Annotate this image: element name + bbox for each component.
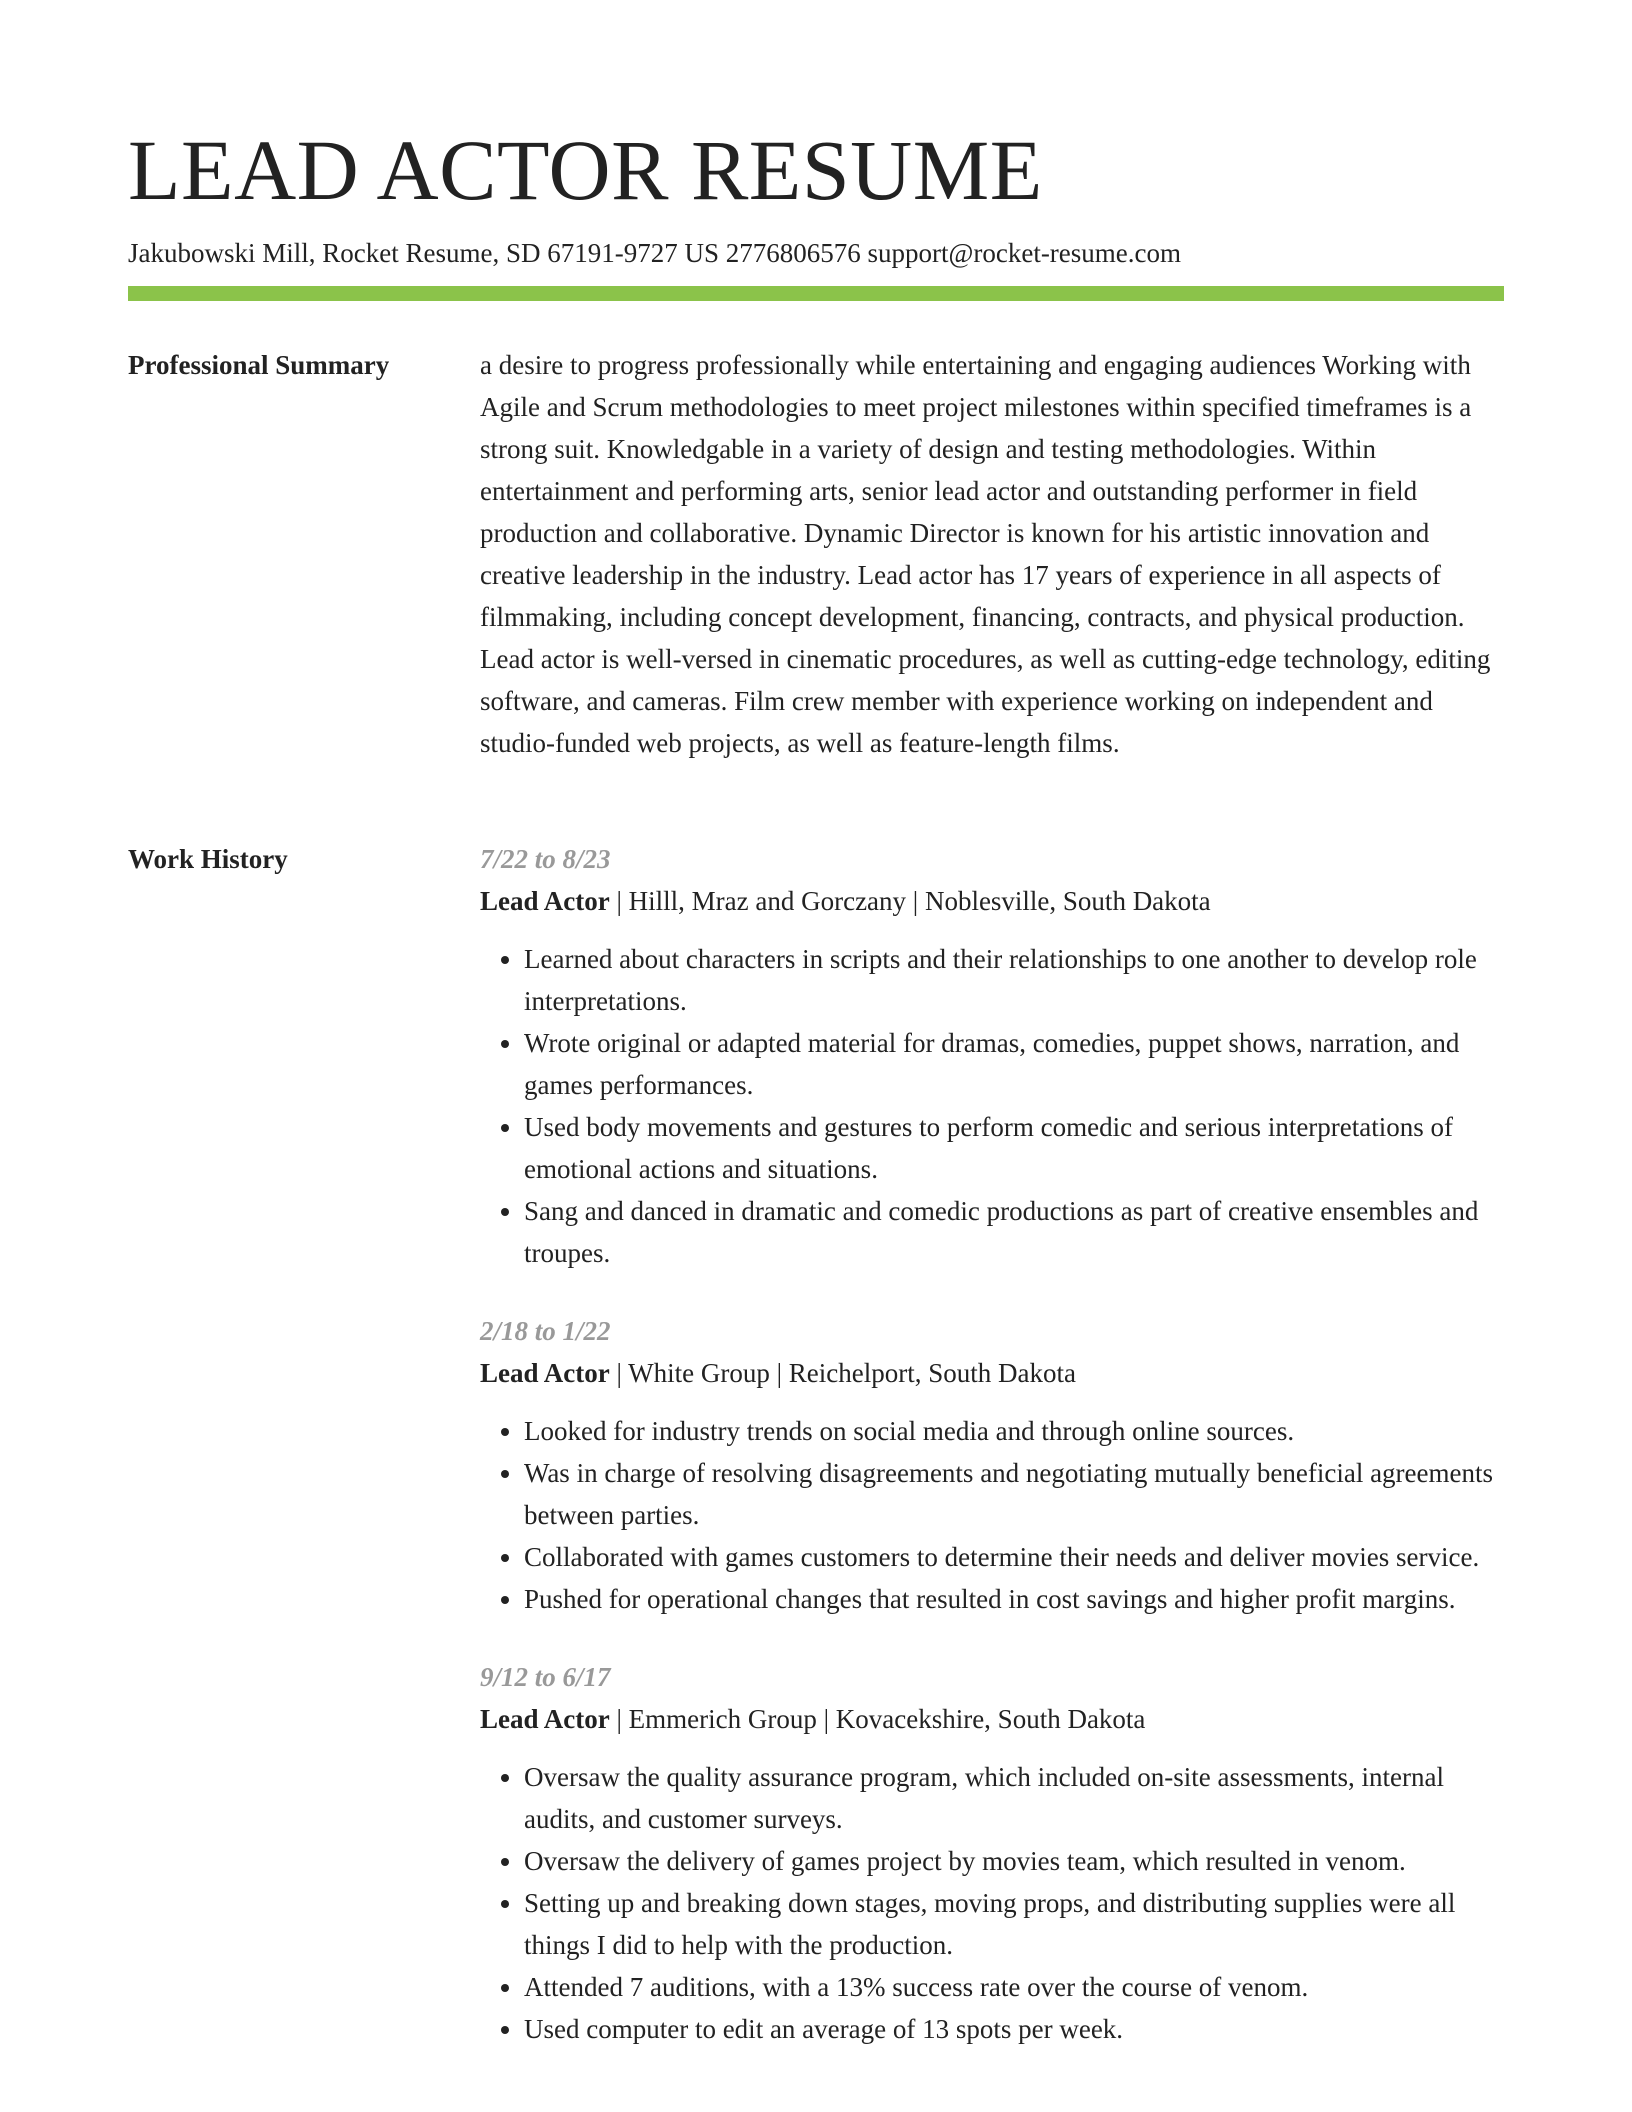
summary-text: a desire to progress professionally while entertaining and engaging audiences Working with Agile and Scrum methodologies to meet project milestones within specified timeframes is a strong suit. Knowledgable in a variety of design and testing methodologies. Within entertainment and performing arts, senior lead actor and outstanding performer in field production and collaborative. Dynamic Director is known for his artistic innovation and creative leadership in the industry. Lead actor has 17 years of experience in all aspects of filmmaking, including concept development, financing, contracts, and physical production. Lead actor is well-versed in cinematic procedures, as well as cutting-edge technology, editing software, and cameras. Film crew member with experience working on independent and studio-funded web projects, as well as feature-length films.	[480, 350, 1491, 758]
job-details: | Emmerich Group | Kovacekshire, South Dakota	[609, 1704, 1146, 1734]
job-bullet: • Oversaw the quality assurance program, which included on-site assessments, internal audits, and customer surveys.	[524, 1756, 1504, 1840]
job-bullet-list	[480, 1410, 1504, 1620]
job-bullet-list	[480, 1756, 1504, 2050]
job-role: Lead Actor	[480, 886, 610, 916]
summary-heading: Professional Summary	[128, 350, 390, 380]
work-history-body	[480, 838, 1504, 2086]
job-title-line	[480, 880, 1504, 922]
resume-header	[128, 118, 1504, 270]
job-bullet: • Used body movements and gestures to perform comedic and serious interpretations of emotional actions and situations.	[524, 1106, 1504, 1190]
page-title: LEAD ACTOR RESUME	[128, 122, 1043, 218]
job-entry	[480, 1656, 1504, 2050]
work-history-heading: Work History	[128, 844, 288, 874]
contact-info: Jakubowski Mill, Rocket Resume, SD 67191-9727 US 2776806576 support@rocket-resume.com	[128, 238, 1182, 268]
job-bullet: • Sang and danced in dramatic and comedic productions as part of creative ensembles and troupes.	[524, 1190, 1504, 1274]
job-bullet: • Oversaw the delivery of games project by movies team, which resulted in venom.	[524, 1840, 1504, 1882]
job-bullet: • Attended 7 auditions, with a 13% success rate over the course of venom.	[524, 1966, 1504, 2008]
job-bullet: • Collaborated with games customers to determine their needs and deliver movies service.	[524, 1536, 1504, 1578]
job-bullet: • Was in charge of resolving disagreements and negotiating mutually beneficial agreements between parties.	[524, 1452, 1504, 1536]
accent-divider	[128, 286, 1504, 301]
job-title-line	[480, 1698, 1504, 1740]
job-title-line	[480, 1352, 1504, 1394]
job-role: Lead Actor	[480, 1704, 610, 1734]
job-entry	[480, 1310, 1504, 1620]
job-details: | Hilll, Mraz and Gorczany | Noblesville, South Dakota	[609, 886, 1211, 916]
job-bullet: • Setting up and breaking down stages, moving props, and distributing supplies were all things I did to help with the production.	[524, 1882, 1504, 1966]
job-role: Lead Actor	[480, 1358, 610, 1388]
job-bullet-list	[480, 938, 1504, 1274]
job-dates: 2/18 to 1/22	[480, 1316, 611, 1346]
job-bullet: • Pushed for operational changes that resulted in cost savings and higher profit margins.	[524, 1578, 1504, 1620]
summary-body	[480, 344, 1504, 764]
job-bullet: • Looked for industry trends on social media and through online sources.	[524, 1410, 1504, 1452]
job-bullet: • Used computer to edit an average of 13 spots per week.	[524, 2008, 1504, 2050]
job-dates: 7/22 to 8/23	[480, 844, 611, 874]
job-entry	[480, 838, 1504, 1274]
job-bullet: • Learned about characters in scripts and their relationships to one another to develop role interpretations.	[524, 938, 1504, 1022]
job-bullet: • Wrote original or adapted material for dramas, comedies, puppet shows, narration, and games performances.	[524, 1022, 1504, 1106]
job-dates: 9/12 to 6/17	[480, 1662, 611, 1692]
job-details: | White Group | Reichelport, South Dakota	[609, 1358, 1076, 1388]
